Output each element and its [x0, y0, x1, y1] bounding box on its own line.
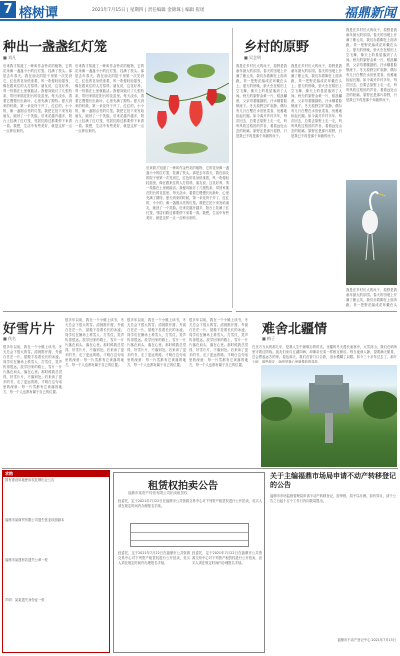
registration-title: 关于主编福鼎市场局申请不动产转移登记的公告: [270, 472, 396, 489]
article-body-cont2: 我是在乡村长大的孩子，原野是我童年最大的乐园。春天的田埂上开满了紫云英，我们赤着脚在上面奔跑，采一把野花编成花环戴在头上。夏天的傍晚，萤火虫在稻田上空飞舞，像天上的星星落到了人间。秋天的原野金黄一片，稻浪翻滚，父亲弯着腰割稻，汗水顺着脸颊流下。冬天原野空旷寂静，偶尔有几只白鹭在水田里觅食，优雅地抬起长腿。如今离开乡村多年，每次回去，总要去原野上走一走，听听风吹过稻田的声音，看看远处山峦的轮廓。原野还是那片原野，只是我已不再是那个奔跑的孩子。: [346, 28, 397, 102]
article-author: ■ 梅子: [262, 336, 276, 341]
article-body: 在北方当兵的那几年，是我人生中最难忘的时光。北疆的冬天漫长而寒冷，大雪封山，我们在哨所里守着边防线。战友们来自五湖四海，却像亲兄弟一样相互照应。每当夜深人静，望着满天繁星，总会想起远方的家。退伍那天，我们在营门口合影，泪水模糊了双眼。如今三十多年过去了，那片土地，那些战友，始终是我心里最柔软的牵挂。: [252, 345, 397, 363]
column-name: 榕树谭: [19, 6, 59, 21]
egret-photo: [346, 180, 397, 285]
auction-body-cont2: 经委托，定于2021年7月22日在福鼎市公共资源交易中心对下列资产租赁权进行公开拍卖，竞买人须在规定时间内办理报名手续。: [192, 551, 262, 565]
article-body-cont: 很多年以前，我在一个小镇上读书，冬天总会下很大的雪。清晨推开窗，外面白茫茫一片，屋檐下挂着长长的冰凌。同学们在操场上堆雪人、打雪仗，笑声传得很远。放学回家的路上，雪片一片片落在肩头，落在心里。那时候我总觉得，好雪片片，不落别处。后来读了更多的书，走了更远的路，才明白这句话里的深意：每一片雪都有它该落的地方，每一个人也都有属于自己的位置。: [65, 318, 124, 367]
article-body: 后来我才知道了一种叫作金铃花的植物，它的花朵像一盏盏小小的红灯笼，挂满了枝头。那是去年春天，我在朋友的院子里第一次见到它，红色的花朵低垂着，风一吹便轻轻摇曳，像在跟来往的人打招呼。朋友说，这花好养，剪一枝插在土里就能活。我便向她讨了几根枝条，带回家插在阳台的花盆里。每天浇水，看着它慢慢长出新叶，心里充满了期待。夏天到来的时候，第一朵花终于开了，红红的，小小的，像一盏刚点亮的灯笼。我把它拍下来发给朋友，她回了一个笑脸。后来花越开越多，阳台上挂满了红灯笼，邻居们路过都要停下来看一看。我想，生活中有些美好，就是这样一点一点种出来的。: [3, 64, 72, 133]
auction-title: 租赁权拍卖公告: [148, 481, 218, 492]
lantern-flower-photo: [146, 53, 229, 163]
ads-divider: [2, 468, 398, 469]
auction-subtitle: 福鼎市某资产经营有限公司拍卖租赁权: [128, 491, 188, 495]
auction-body: 经委托，定于2021年7月22日在福鼎市公共资源交易中心对下列资产租赁权进行公开拍卖，竞买人须在规定时间内办理报名手续。: [118, 499, 262, 508]
header-meta: 2021年7月15日 | 星期四 | 责任编辑 金锦珠 | 编辑 崔瑶: [92, 8, 205, 13]
classified-header: 求购: [3, 471, 109, 477]
classified-item: 福鼎市某建材店遗失公章一枚: [5, 558, 48, 562]
article-title-snow: 好雪片片: [3, 322, 56, 337]
registration-body: 福鼎市市场监督管理局申请不动产转移登记，经审核，拟予以办理。如有异议，请于公告之日起十五个工作日内向我局提出。: [270, 494, 396, 503]
page-number: 7: [0, 1, 16, 18]
classified-ads-left: [2, 470, 110, 653]
article-title-lanterns: 种出一盏盏红灯笼: [3, 40, 108, 55]
memorial-photo: [261, 365, 397, 467]
article-author: ■ 佚名: [3, 336, 17, 341]
article-body: 我是在乡村长大的孩子，原野是我童年最大的乐园。春天的田埂上开满了紫云英，我们赤着脚在上面奔跑，采一把野花编成花环戴在头上。夏天的傍晚，萤火虫在稻田上空飞舞，像天上的星星落到了人间。秋天的原野金黄一片，稻浪翻滚，父亲弯着腰割稻，汗水顺着脸颊流下。冬天原野空旷寂静，偶尔有几只白鹭在水田里觅食，优雅地抬起长腿。如今离开乡村多年，每次回去，总要去原野上走一走，听听风吹过稻田的声音，看看远处山峦的轮廓。原野还是那片原野，只是我已不再是那个奔跑的孩子。: [236, 64, 287, 138]
article-body-cont: 我是在乡村长大的孩子，原野是我童年最大的乐园。春天的田埂上开满了紫云英，我们赤着脚在上面奔跑，采一把野花编成花环戴在头上。夏天的傍晚，萤火虫在稻田上空飞舞，像天上的星星落到了人间。秋天的原野金黄一片，稻浪翻滚，父亲弯着腰割稻，汗水顺着脸颊流下。冬天原野空旷寂静，偶尔有几只白鹭在水田里觅食，优雅地抬起长腿。如今离开乡村多年，每次回去，总要去原野上走一走，听听风吹过稻田的声音，看看远处山峦的轮廓。原野还是那片原野，只是我已不再是那个奔跑的孩子。: [291, 64, 342, 138]
section-divider: [236, 311, 397, 312]
article-title-north: 难舍北疆情: [262, 322, 328, 337]
registration-notice: [268, 470, 398, 653]
article-body-cont2: 很多年以前，我在一个小镇上读书，冬天总会下很大的雪。清晨推开窗，外面白茫茫一片，屋檐下挂着长长的冰凌。同学们在操场上堆雪人、打雪仗，笑声传得很远。放学回家的路上，雪片一片片落在肩头，落在心里。那时候我总觉得，好雪片片，不落别处。后来读了更多的书，走了更远的路，才明白这句话里的深意：每一片雪都有它该落的地方，每一个人也都有属于自己的位置。: [127, 318, 186, 367]
classified-item: 福鼎市某商贸有限公司遗失营业执照副本: [5, 518, 65, 522]
section-divider: [3, 311, 232, 312]
article-body-cont3: 很多年以前，我在一个小镇上读书，冬天总会下很大的雪。清晨推开窗，外面白茫茫一片，屋檐下挂着长长的冰凌。同学们在操场上堆雪人、打雪仗，笑声传得很远。放学回家的路上，雪片一片片落在肩头，落在心里。那时候我总觉得，好雪片片，不落别处。后来读了更多的书，走了更远的路，才明白这句话里的深意：每一片雪都有它该落的地方，每一个人也都有属于自己的位置。: [189, 318, 248, 367]
classified-item: 国有建设用地使用权挂牌出让公告: [5, 478, 55, 482]
auction-notice: [113, 472, 265, 653]
article-body-cont: 后来我才知道了一种叫作金铃花的植物，它的花朵像一盏盏小小的红灯笼，挂满了枝头。那是去年春天，我在朋友的院子里第一次见到它，红色的花朵低垂着，风一吹便轻轻摇曳，像在跟来往的人打招呼。朋友说，这花好养，剪一枝插在土里就能活。我便向她讨了几根枝条，带回家插在阳台的花盆里。每天浇水，看着它慢慢长出新叶，心里充满了期待。夏天到来的时候，第一朵花终于开了，红红的，小小的，像一盏刚点亮的灯笼。我把它拍下来发给朋友，她回了一个笑脸。后来花越开越多，阳台上挂满了红灯笼，邻居们路过都要停下来看一看。我想，生活中有些美好，就是这样一点一点种出来的。: [75, 64, 144, 133]
page-header: [0, 0, 400, 21]
auction-table: [130, 523, 249, 547]
article-body-cont3: 我是在乡村长大的孩子，原野是我童年最大的乐园。春天的田埂上开满了紫云英，我们赤着脚在上面奔跑，采一把野花编成花环戴在头: [346, 288, 397, 307]
article-author: ■ 吴念明: [244, 55, 262, 60]
article-body-cont2: 后来我才知道了一种叫作金铃花的植物，它的花朵像一盏盏小小的红灯笼，挂满了枝头。那是去年春天，我在朋友的院子里第一次见到它，红色的花朵低垂着，风一吹便轻轻摇曳，像在跟来往的人打招呼。朋友说，这花好养，剪一枝插在土里就能活。我便向她讨了几根枝条，带回家插在阳台的花盆里。每天浇水，看着它慢慢长出新叶，心里充满了期待。夏天到来的时候，第一朵花终于开了，红红的，小小的，像一盏刚点亮的灯笼。我把它拍下来发给朋友，她回了一个笑脸。后来花越开越多，阳台上挂满了红灯笼，邻居们路过都要停下来看一看。我想，生活中有些美好，就是这样一点一点种出来的。: [146, 166, 229, 220]
registration-footer: 福鼎市不动产登记中心 2021年7月15日: [337, 638, 396, 642]
newspaper-logo: 福鼎新闻: [343, 6, 396, 21]
classified-item: 声明：某某遗失身份证一张: [5, 598, 45, 602]
article-author: ■ 刘凡: [3, 55, 17, 60]
column-divider: [232, 28, 233, 308]
article-body: 很多年以前，我在一个小镇上读书，冬天总会下很大的雪。清晨推开窗，外面白茫茫一片，屋檐下挂着长长的冰凌。同学们在操场上堆雪人、打雪仗，笑声传得很远。放学回家的路上，雪片一片片落在肩头，落在心里。那时候我总觉得，好雪片片，不落别处。后来读了更多的书，走了更远的路，才明白这句话里的深意：每一片雪都有它该落的地方，每一个人也都有属于自己的位置。: [3, 345, 62, 394]
article-title-countryside: 乡村的原野: [244, 40, 310, 55]
auction-body-cont: 经委托，定于2021年7月22日在福鼎市公共资源交易中心对下列资产租赁权进行公开拍卖，竞买人须在规定时间内办理报名手续。: [118, 551, 190, 565]
